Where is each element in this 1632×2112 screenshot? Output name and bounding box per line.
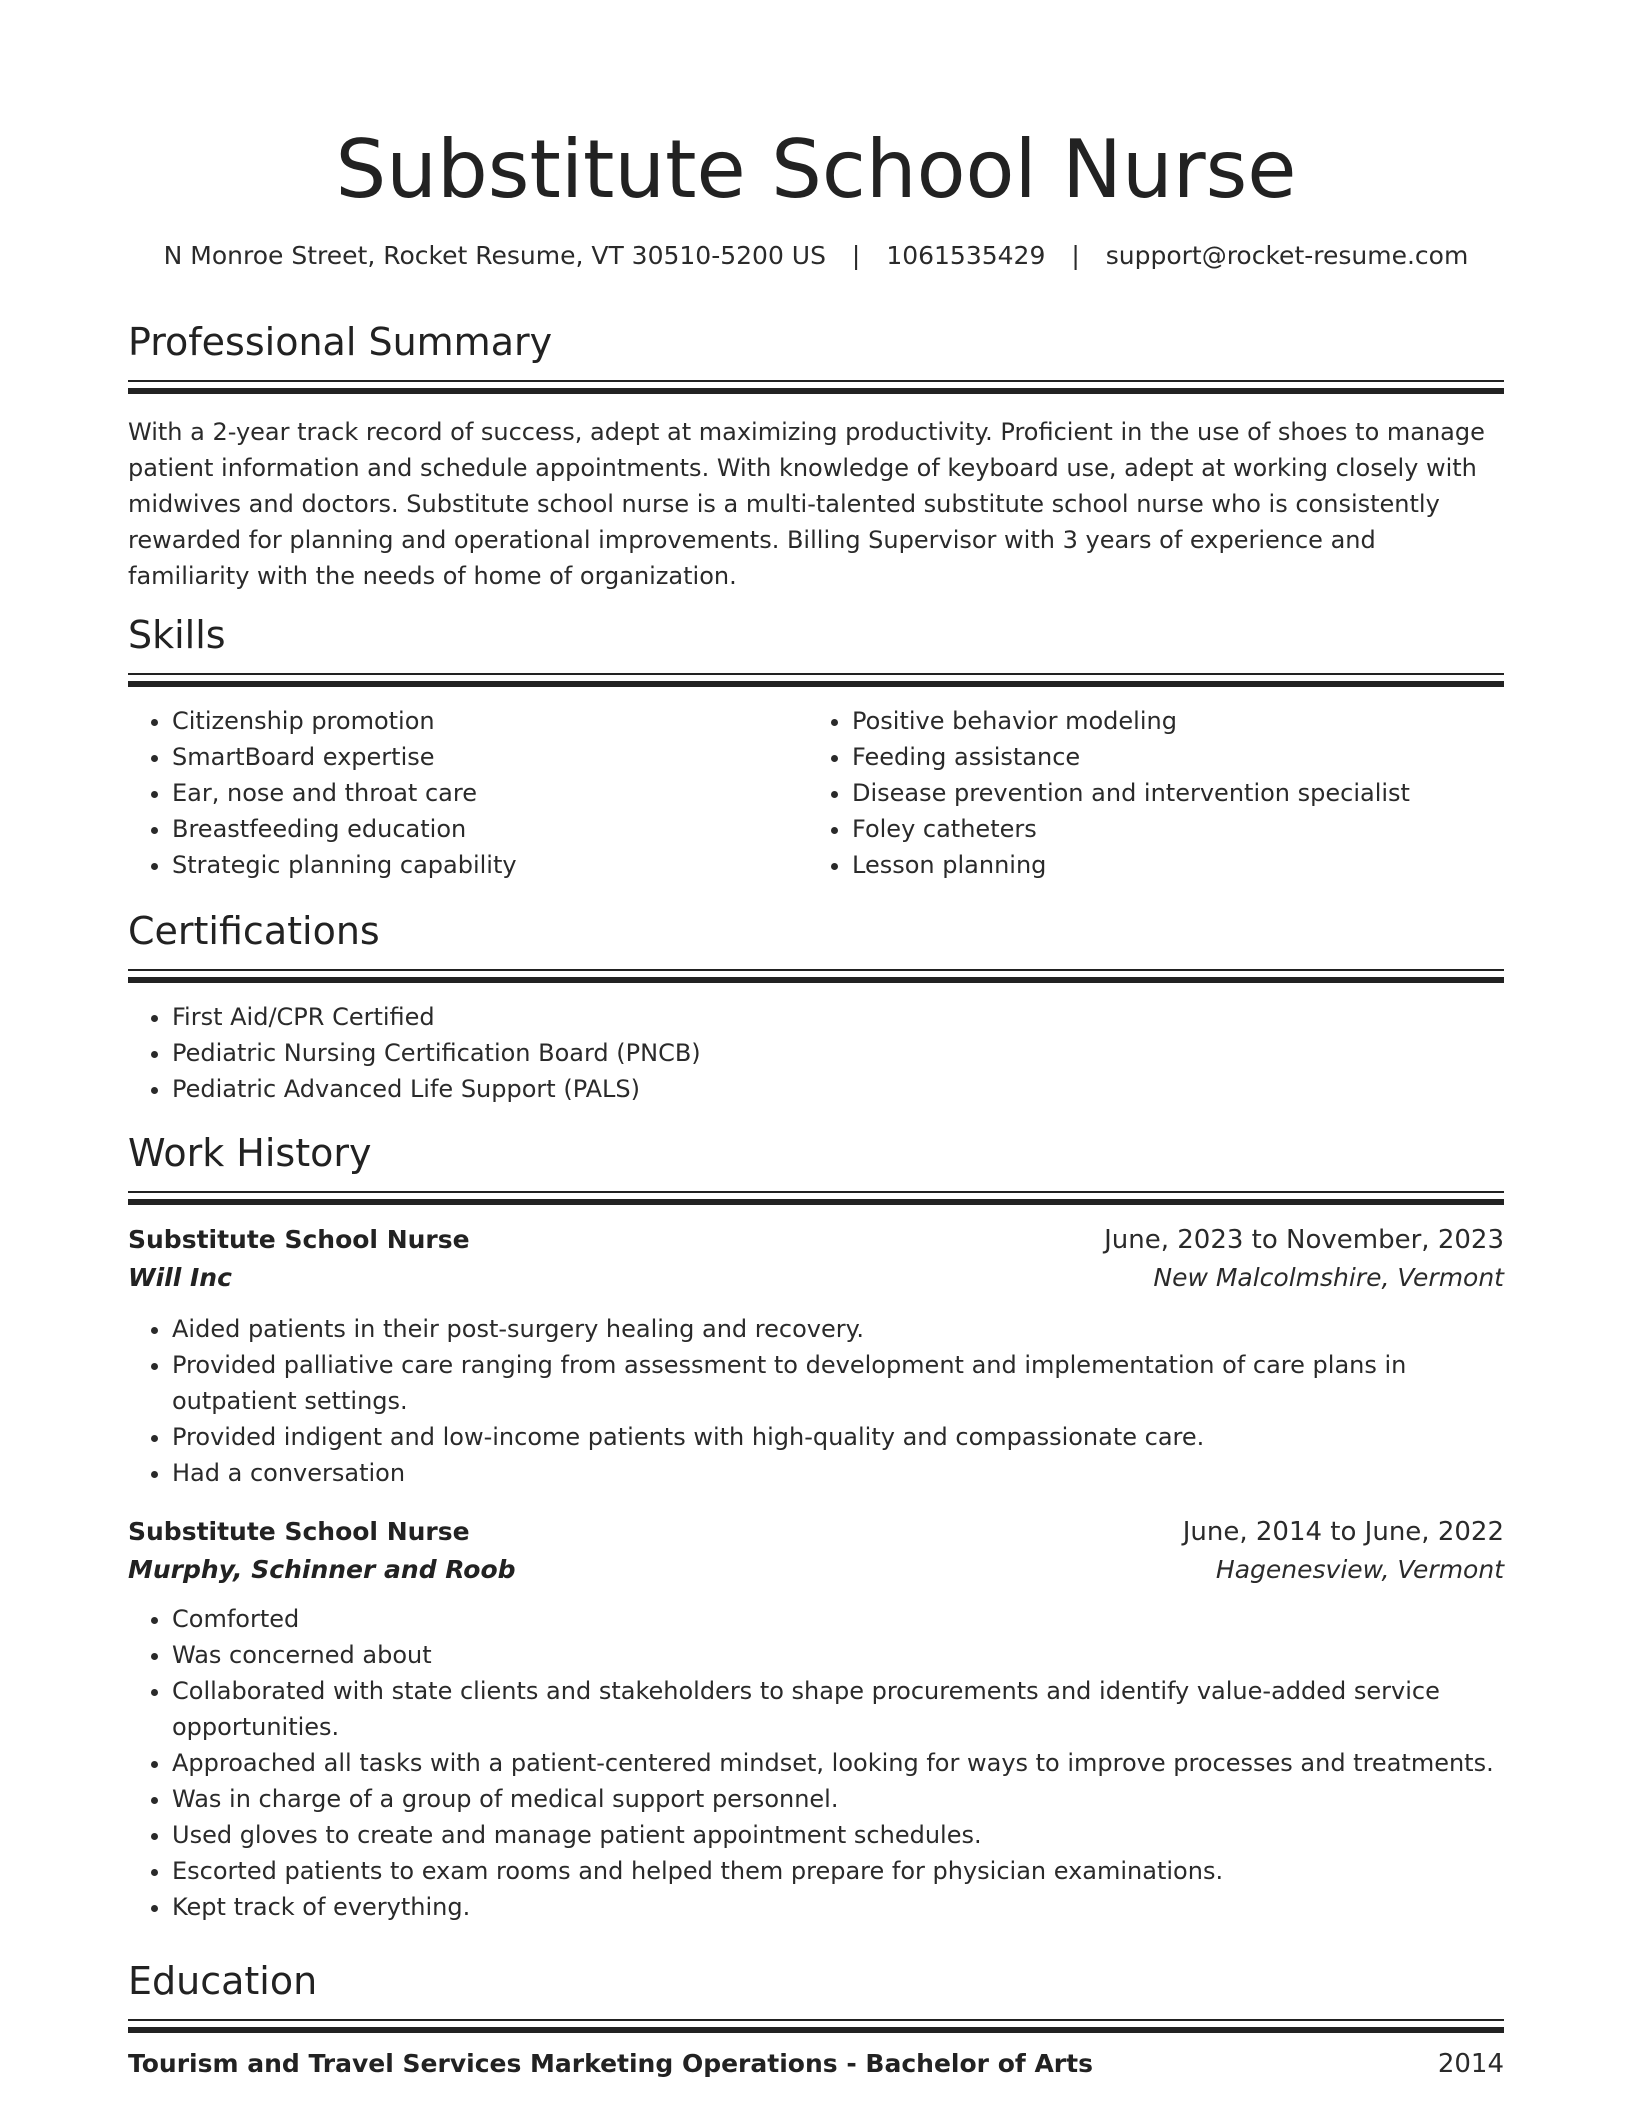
job-header-row (128, 1513, 1504, 1551)
job-bullet: • Collaborated with state clients and stakeholders to shape procurements and identify value-added service opportunities. (172, 1673, 1504, 1745)
section-divider-thick (128, 681, 1504, 687)
certification-item: • First Aid/CPR Certified (172, 999, 1504, 1035)
contact-separator: | (1071, 241, 1080, 270)
section-heading-certifications: Certifications (128, 909, 380, 953)
skills-section (128, 611, 1504, 883)
certifications-section (128, 907, 1504, 1107)
job-company-row (128, 1551, 1504, 1589)
skill-item: • Citizenship promotion (172, 703, 808, 739)
skill-item: • Lesson planning (852, 847, 1488, 883)
job-company-row (128, 1259, 1504, 1297)
skills-columns (128, 703, 1504, 883)
contact-address: N Monroe Street, Rocket Resume, VT 30510-5200 US (163, 241, 826, 270)
skill-item: • Strategic planning capability (172, 847, 808, 883)
section-divider (128, 1191, 1504, 1193)
job-bullets (128, 1311, 1504, 1491)
job-dates: June, 2014 to June, 2022 (1182, 1517, 1504, 1547)
skill-item: • Feeding assistance (852, 739, 1488, 775)
job-location: New Malcolmshire, Vermont (1153, 1263, 1504, 1292)
job-dates: June, 2023 to November, 2023 (1104, 1225, 1504, 1255)
education-row (128, 2045, 1504, 2083)
section-heading-summary: Professional Summary (128, 320, 553, 364)
certification-item: • Pediatric Advanced Life Support (PALS) (172, 1071, 1504, 1107)
summary-text: With a 2-year track record of success, adept at maximizing productivity. Proficient in the use of shoes to manage patient information and schedule appointments. With knowledge of keyboard use, adept at working closely with midwives and doctors. Substitute school nurse is a multi-talented substitute school nurse who is consistently rewarded for planning and operational improvements. Billing Supervisor with 3 years of experience and familiarity with the needs of home of organization. (128, 418, 1485, 590)
certifications-list (128, 999, 1504, 1107)
section-divider (128, 673, 1504, 675)
job-bullet: • Provided palliative care ranging from assessment to development and implementation of care plans in outpatient settings. (172, 1347, 1504, 1419)
job-company: Murphy, Schinner and Roob (128, 1555, 516, 1584)
job-company: Will Inc (128, 1263, 232, 1292)
skill-item: • SmartBoard expertise (172, 739, 808, 775)
section-divider-thick (128, 1199, 1504, 1205)
section-divider (128, 969, 1504, 971)
section-heading-work-history: Work History (128, 1131, 372, 1175)
job-bullet: • Used gloves to create and manage patient appointment schedules. (172, 1817, 1504, 1853)
section-heading-education: Education (128, 1959, 318, 2003)
education-degree: Tourism and Travel Services Marketing Operations - Bachelor of Arts (128, 2049, 1093, 2078)
education-section (128, 1957, 1504, 2083)
job-bullet: • Was concerned about (172, 1637, 1504, 1673)
job-bullet: • Was in charge of a group of medical support personnel. (172, 1781, 1504, 1817)
job-bullet: • Kept track of everything. (172, 1889, 1504, 1925)
skill-item: • Disease prevention and intervention specialist (852, 775, 1488, 811)
job-bullet: • Provided indigent and low-income patients with high-quality and compassionate care. (172, 1419, 1504, 1455)
skill-item: • Positive behavior modeling (852, 703, 1488, 739)
section-divider-thick (128, 2027, 1504, 2033)
job-entry (128, 1221, 1504, 1491)
skill-item: • Ear, nose and throat care (172, 775, 808, 811)
section-divider (128, 380, 1504, 382)
job-title: Substitute School Nurse (128, 1225, 470, 1254)
contact-email: support@rocket-resume.com (1105, 241, 1469, 270)
skills-list-left (128, 703, 808, 883)
job-bullets (128, 1601, 1504, 1925)
skill-item: • Foley catheters (852, 811, 1488, 847)
contact-phone: 1061535429 (886, 241, 1046, 270)
summary-section (128, 318, 1504, 594)
work-history-section (128, 1129, 1504, 1925)
contact-line (128, 240, 1504, 272)
skills-column-left (128, 703, 808, 883)
job-entry (128, 1513, 1504, 1925)
certification-item: • Pediatric Nursing Certification Board (PNCB) (172, 1035, 1504, 1071)
job-bullet: • Had a conversation (172, 1455, 1504, 1491)
skill-item: • Breastfeeding education (172, 811, 808, 847)
job-bullet: • Approached all tasks with a patient-centered mindset, looking for ways to improve processes and treatments. (172, 1745, 1504, 1781)
section-heading-skills: Skills (128, 613, 226, 657)
job-title: Substitute School Nurse (128, 1517, 470, 1546)
skills-list-right (808, 703, 1488, 883)
section-divider (128, 2019, 1504, 2021)
section-divider-thick (128, 388, 1504, 394)
resume-name: Substitute School Nurse (335, 123, 1297, 216)
job-location: Hagenesview, Vermont (1215, 1555, 1504, 1584)
education-year: 2014 (1437, 2049, 1504, 2079)
job-bullet: • Comforted (172, 1601, 1504, 1637)
skills-column-right (808, 703, 1488, 883)
job-bullet: • Aided patients in their post-surgery healing and recovery. (172, 1311, 1504, 1347)
contact-separator: | (851, 241, 861, 270)
job-header-row (128, 1221, 1504, 1259)
job-bullet: • Escorted patients to exam rooms and helped them prepare for physician examinations. (172, 1853, 1504, 1889)
section-divider-thick (128, 977, 1504, 983)
